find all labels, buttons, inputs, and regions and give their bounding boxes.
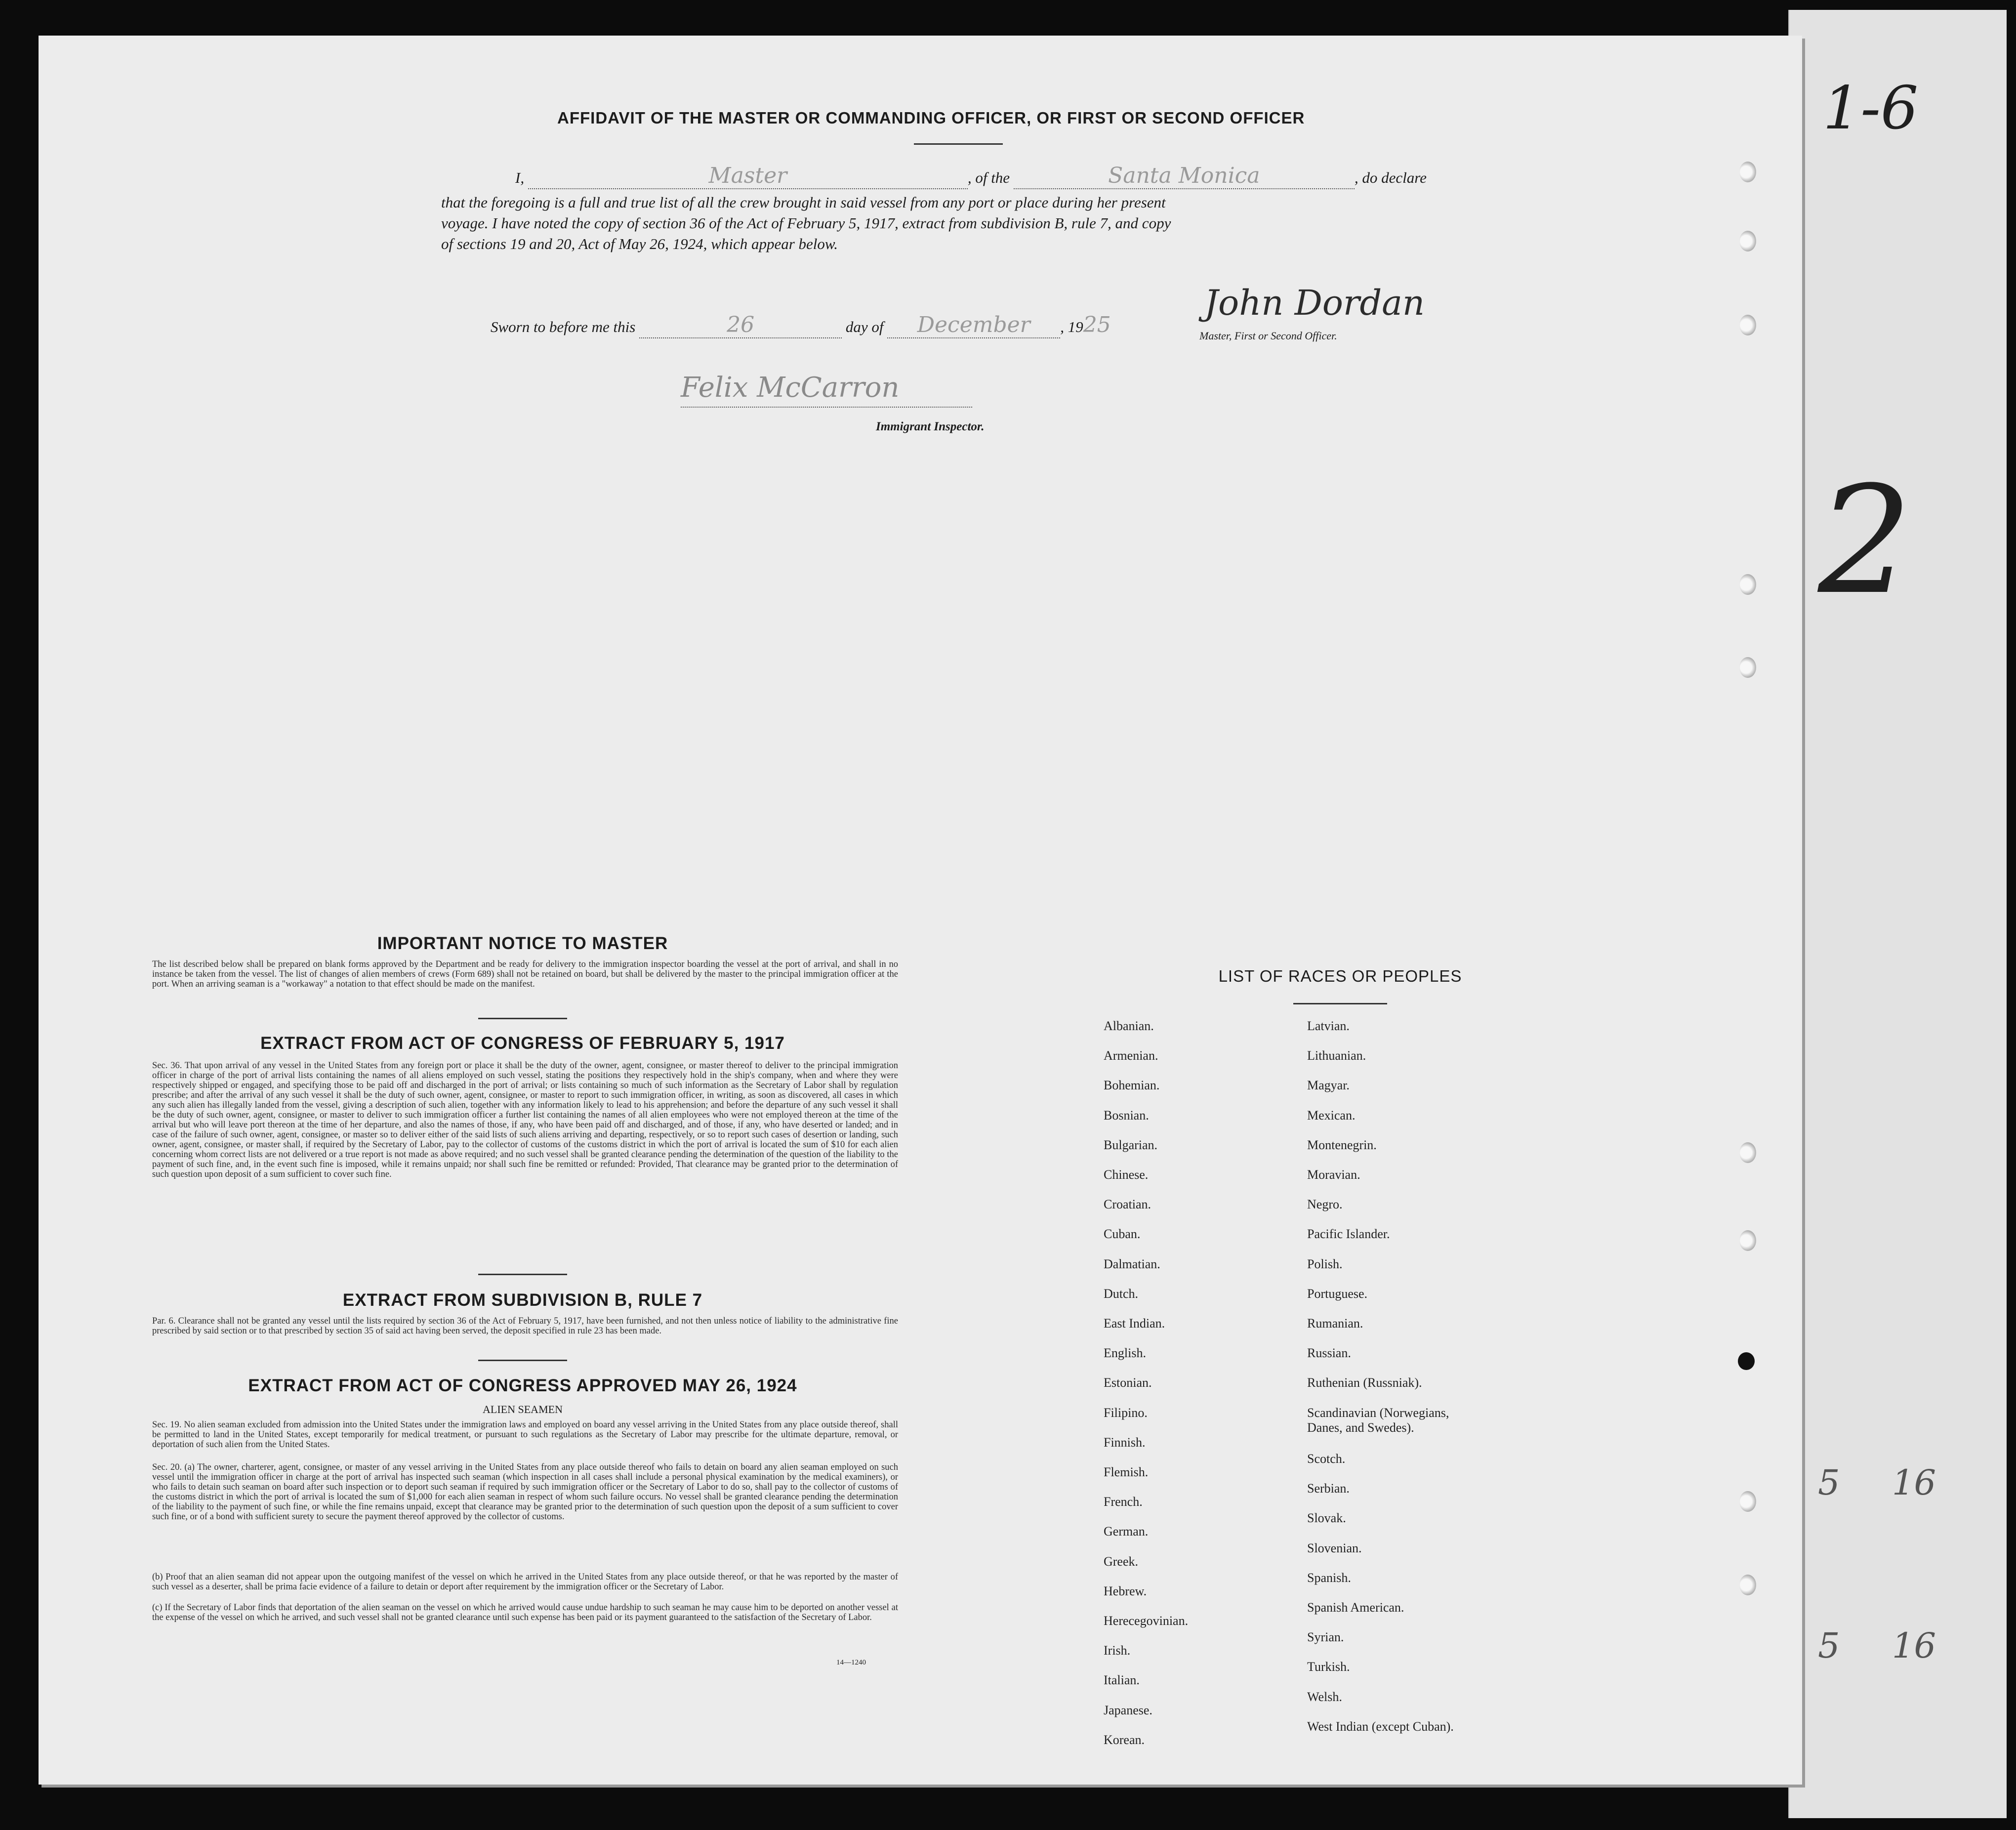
affidavit-text: I, [515,169,525,186]
race-item: Cuban. [1104,1227,1141,1242]
races-divider [1293,1003,1387,1004]
officer-name-handwriting: Master [708,163,787,188]
sworn-month-handwriting: December [917,312,1030,337]
race-item: Albanian. [1104,1019,1154,1033]
race-item: West Indian (except Cuban). [1307,1719,1454,1734]
race-item: Irish. [1104,1643,1131,1658]
race-item: Russian. [1307,1346,1351,1361]
sec-19-body: Sec. 19. No alien seaman excluded from admission into the United States under the immigration laws and employed on board any vessel arriving in the United States from any place outside thereof, shall be permitted to land in the United States, except temporarily for medical treatment, or pursuant to such regulations as the Secretary of Labor may prescribe for the ultimate departure, removal, or deportation of such alien from the United States. [152,1420,898,1450]
race-item: Rumanian. [1307,1316,1363,1331]
binding-hole [1739,315,1756,335]
rule-7-title: EXTRACT FROM SUBDIVISION B, RULE 7 [342,1290,703,1310]
race-item: Turkish. [1307,1660,1350,1674]
race-item: Portuguese. [1307,1286,1368,1301]
section-divider [478,1018,567,1019]
sworn-text: day of [845,318,884,335]
underlying-page-edge [1788,10,2007,1818]
race-item: Dalmatian. [1104,1256,1160,1271]
race-item: Montenegrin. [1307,1137,1377,1152]
binding-hole [1739,1575,1756,1595]
race-item: Serbian. [1307,1481,1350,1496]
race-item: Flemish. [1104,1465,1149,1479]
sheet-number-handwriting: 1-6 [1823,74,1919,143]
race-item: Herecegovinian. [1104,1614,1189,1628]
binding-hole [1739,231,1756,251]
alien-seamen-subtitle: ALIEN SEAMEN [483,1403,563,1415]
section-divider [478,1360,567,1361]
race-item: Magyar. [1307,1078,1350,1093]
sec-20a-body: Sec. 20. (a) The owner, charterer, agent, consignee, or master of any vessel arriving in the United States from any place outside thereof who fails to detain on board any alien seaman employed on such vessel until the immigration officer in charge at the port of arrival has inspected such seaman (which inspection in all cases shall include a personal physical examination by the medical examiners), or who fails to detain such seaman on board after such inspection or to deport such seaman if required by such immigration officer or the Secretary of Labor to do so, shall pay to the collector of customs of the customs district in which the port of arrival is located the sum of $1,000 for each alien seaman in respect of whom such failure occurs. No vessel shall be granted clearance pending the determination of the liability to the payment of such fine, or while the fine remains unpaid, except that clearance may be granted prior to the determination of such question upon the deposit of a sum sufficient to cover such fine, or of a bond with sufficient surety to secure the payment thereof approved by the collector of customs. [152,1462,898,1522]
affidavit-line-2: that the foregoing is a full and true list of all the crew brought in said vessel from any port or place during her present [441,194,1166,211]
notice-body: The list described below shall be prepared on blank forms approved by the Department and be ready for delivery to the immigration inspector boarding the vessel at the port of arrival, and shall in no instance be taken from the vessel. The list of changes of alien members of crews (Form 689) shall not be retained on board, but shall be delivered by the master to the principal immigration officer at the port. When an arriving seaman is a "workaway" a notation to that effect should be made on the manifest. [152,959,898,989]
signature-label: Master, First or Second Officer. [1199,330,1337,342]
race-item: Finnish. [1104,1435,1146,1450]
affidavit-line-1 [515,163,1427,189]
race-item: Welsh. [1307,1689,1342,1704]
vessel-name-handwriting: Santa Monica [1108,163,1260,188]
race-item: Syrian. [1307,1630,1344,1645]
race-item: Slovak. [1307,1511,1346,1526]
race-item: Lithuanian. [1307,1048,1366,1063]
race-item: Greek. [1104,1554,1139,1569]
tally-handwriting: 16 [1892,1462,1936,1503]
race-item: Bulgarian. [1104,1137,1158,1152]
binding-hole [1739,1491,1756,1512]
race-item: Armenian. [1104,1048,1158,1063]
binding-hole [1739,1230,1756,1251]
race-item: Mexican. [1307,1108,1356,1123]
sec-20c-body: (c) If the Secretary of Labor finds that deportation of the alien seaman on the vessel on which he arrived would cause undue hardship to such seaman he may cause him to be deported on another vessel at the expense of the vessel on which he arrived, and such vessel shall not be granted clearance until such expense has been paid or its payment guaranteed to the satisfaction of the Secretary of Labor. [152,1603,898,1622]
race-item: Hebrew. [1104,1583,1147,1598]
inspector-label: Immigrant Inspector. [876,420,985,433]
rule-7-body: Par. 6. Clearance shall not be granted any vessel until the lists required by section 36 of the Act of February 5, 1917, have been furnished, and not then unless notice of liability to the administrative fine prescribed by said section or to that prescribed by section 35 of said act having been served, the deposit specified in rule 23 has been made. [152,1316,898,1336]
affidavit-line-3: voyage. I have noted the copy of section 36 of the Act of February 5, 1917, extract from subdivision B, rule 7, and copy [441,214,1171,232]
vessel-name-field [1014,163,1355,189]
race-item: Japanese. [1104,1703,1152,1717]
race-item: Bosnian. [1104,1108,1149,1123]
race-item: French. [1104,1495,1143,1509]
race-item: Ruthenian (Russniak). [1307,1375,1422,1390]
form-number: 14—1240 [836,1659,866,1666]
race-item: Spanish. [1307,1570,1351,1585]
manifest-page [39,36,1802,1785]
race-item: German. [1104,1524,1149,1539]
extract-1917-title: EXTRACT FROM ACT OF CONGRESS OF FEBRUARY 5, 1917 [260,1034,785,1053]
race-item: Estonian. [1104,1375,1152,1390]
binding-hole [1739,574,1756,595]
race-item: East Indian. [1104,1316,1165,1331]
extract-1924-title: EXTRACT FROM ACT OF CONGRESS APPROVED MAY 26, 1924 [248,1376,797,1395]
page-numeral-handwriting: 2 [1818,455,1912,627]
sworn-day-handwriting: 26 [727,312,755,337]
affidavit-line-4: of sections 19 and 20, Act of May 26, 1924, which appear below. [441,235,838,252]
binding-hole [1739,657,1756,678]
race-item: Italian. [1104,1673,1140,1688]
race-item: Moravian. [1307,1167,1360,1182]
section-divider [478,1274,567,1275]
race-item: Filipino. [1104,1405,1148,1420]
race-item: Bohemian. [1104,1078,1160,1093]
race-item: Korean. [1104,1732,1145,1747]
binding-hole [1739,1142,1756,1163]
sworn-line [491,312,1111,338]
race-item: Slovenian. [1307,1540,1362,1555]
sworn-text: , 19 [1060,318,1083,335]
race-item: Chinese. [1104,1167,1149,1182]
race-item: Polish. [1307,1256,1343,1271]
races-title: LIST OF RACES OR PEOPLES [1218,967,1462,985]
notice-title: IMPORTANT NOTICE TO MASTER [377,934,668,953]
title-divider [914,143,1003,145]
sec-20b-body: (b) Proof that an alien seaman did not appear upon the outgoing manifest of the vessel on which he arrived in the United States from any place outside thereof, or that he was reported by the master of such vessel as a deserter, shall be prima facie evidence of a failure to detain or deport after requirement by the immigration officer or the Secretary of Labor. [152,1572,898,1592]
race-item: Latvian. [1307,1019,1350,1033]
officer-name-field [528,163,968,189]
tally-handwriting: 16 [1892,1625,1936,1666]
affidavit-text: , of the [967,169,1010,186]
tally-handwriting: 5 [1818,1625,1840,1666]
extract-1917-body: Sec. 36. That upon arrival of any vessel in the United States from any foreign port or place it shall be the duty of the owner, agent, consignee, or master thereof to deliver to the principal immigration officer in charge of the port of arrival lists containing the names of all aliens employed on such vessel, stating the positions they respectively hold in the ship's company, when and where they were respectively shipped or engaged, and specifying those to be paid off and discharged in the port of arrival; or lists containing so much of such information as the Secretary of Labor shall by regulation prescribe; and after the arrival of any such vessel it shall be the duty of such owner, agent, consignee, or master to report to such immigration officer, in writing, as soon as discovered, all cases in which any such alien has illegally landed from the vessel, giving a description of such alien, together with any information likely to lead to his apprehension; and before the departure of any such vessel it shall be the duty of such owner, agent, consignee, or master to deliver to such immigration officer a further list containing the names of all alien employees who were not employed thereon at the time of the arrival but who will leave port thereon at the time of her departure, and also the names of those, if any, who have been paid off and discharged, and of those, if any, who have deserted or landed; and in case of the failure of such owner, agent, consignee, or master so to deliver either of the said lists of such aliens arriving and departing, respectively, or so to report such cases of desertion or landing, such owner, agent, consignee, or master shall, if required by the Secretary of Labor, pay to the collector of customs of the customs district in which the port of arrival is located the sum of $10 for each alien concerning whom correct lists are not delivered or a true report is not made as above required; and no such vessel shall be granted clearance pending the determination of the question of the liability to the payment of such fine, and, in the event such fine is imposed, while it remains unpaid; nor shall such fine be remitted or refunded: Provided, That clearance may be granted prior to the determination of such question upon deposit of a sum sufficient to cover such fine. [152,1061,898,1179]
race-item: Croatian. [1104,1197,1152,1212]
race-item: English. [1104,1346,1146,1361]
tally-handwriting: 5 [1818,1462,1840,1503]
affidavit-title: AFFIDAVIT OF THE MASTER OR COMMANDING OFFICER, OR FIRST OR SECOND OFFICER [557,109,1305,127]
race-item: Scotch. [1307,1451,1346,1466]
affidavit-text: , do declare [1354,169,1427,186]
race-item: Pacific Islander. [1307,1227,1390,1242]
race-item: Scandinavian (Norwegians, Danes, and Swedes). [1307,1405,1449,1435]
inspector-signature: Felix McCarron [681,372,972,408]
master-signature: John Dordan [1204,283,1425,323]
sworn-day-field [639,312,842,338]
sworn-month-field [887,312,1060,338]
binding-hole-ink-blot [1738,1352,1755,1370]
binding-hole [1739,162,1756,182]
race-item: Dutch. [1104,1286,1139,1301]
sworn-year-handwriting: 25 [1083,312,1111,337]
race-item: Negro. [1307,1197,1343,1212]
race-item: Spanish American. [1307,1600,1404,1615]
sworn-text: Sworn to before me this [491,318,636,335]
